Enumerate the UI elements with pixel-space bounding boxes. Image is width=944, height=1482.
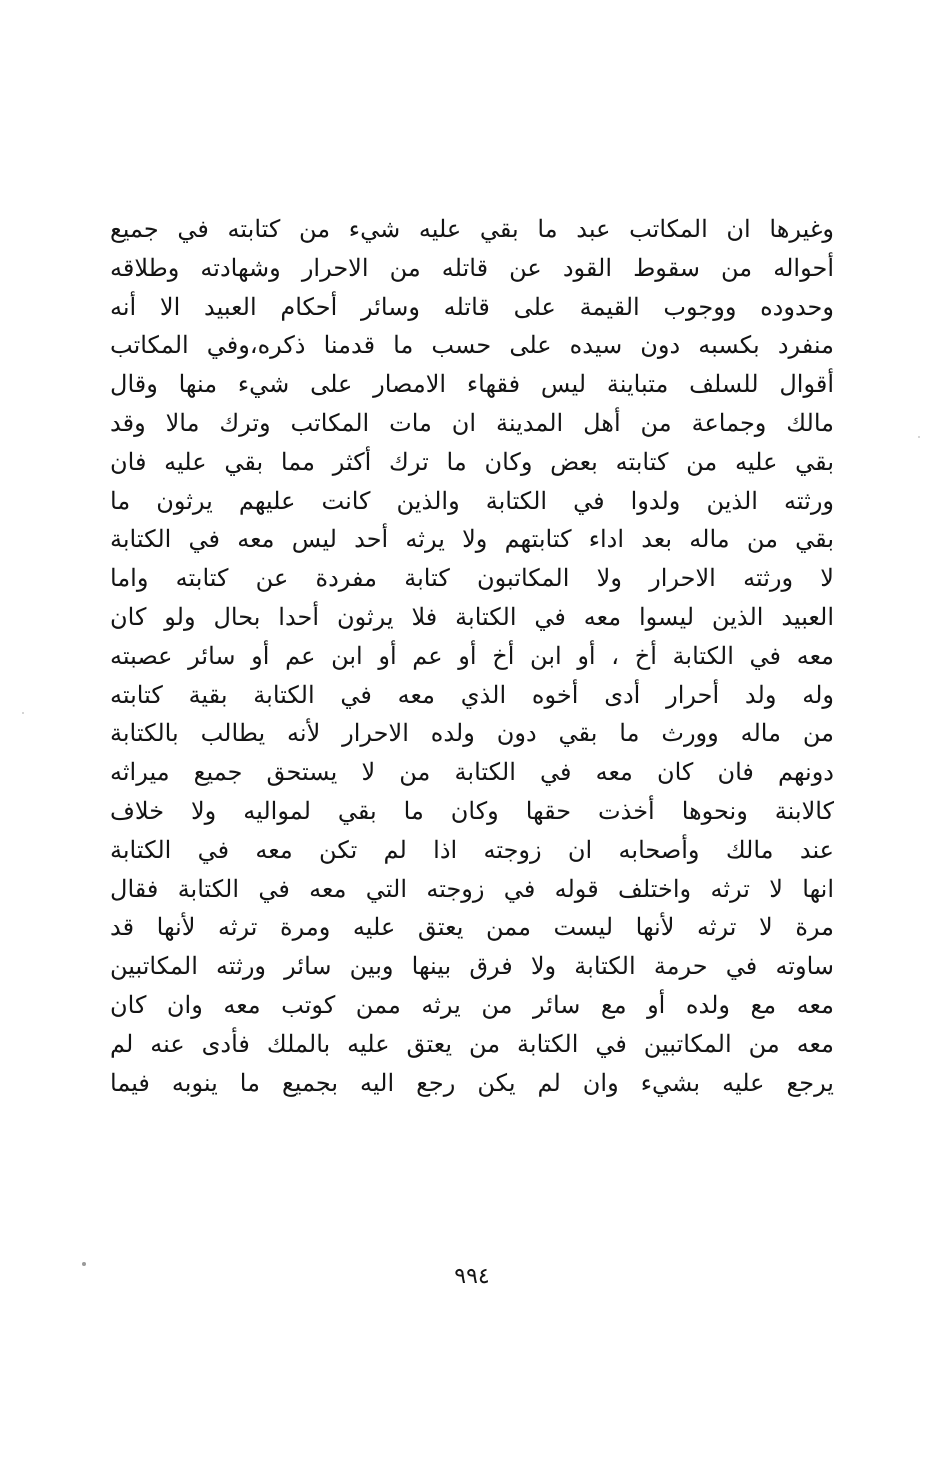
text-line: عند مالك وأصحابه ان زوجته اذا لم تكن معه في الكتابة [110,835,834,864]
text-line: كالابنة ونحوها أخذت حقها وكان ما بقي لمواليه ولا خلاف [110,796,834,825]
text-line: لا ورثته الاحرار ولا المكاتبون كتابة مفردة عن كتابته واما [110,564,834,593]
text-line: مالك وجماعة من أهل المدينة ان مات المكاتب وترك مالا وقد [110,408,834,437]
text-line: بقي من ماله بعد اداء كتابتهم ولا يرثه أحد ليس معه في الكتابة [110,525,834,554]
text-line: أحواله من سقوط القود عن قاتله من الاحرار وشهادته وطلاقه [110,253,834,282]
page-number: ٩٩٤ [454,1264,490,1289]
text-line: وحدوده ووجوب القيمة على قاتله وسائر أحكام العبيد الا أنه [110,292,834,321]
text-line: ورثته الذين ولدوا في الكتابة والذين كانت عليهم يرثون ما [110,486,834,515]
text-line: معه من المكاتبين في الكتابة من يعتق عليه بالملك فأدى عنه لم [110,1029,834,1058]
text-line: معه مع ولده أو مع سائر من يرثه ممن كوتب معه وان كان [110,990,834,1019]
text-line: منفرد بكسبه دون سيده على حسب ما قدمنا ذكره،وفي المكاتب [110,331,834,360]
text-line: بقي عليه من كتابته بعض وكان ما ترك أكثر مما بقي عليه فان [110,447,834,476]
scan-speck [22,712,24,714]
text-line: وغيرها ان المكاتب عبد ما بقي عليه شيء من كتابته في جميع [110,215,834,243]
text-line: يرجع عليه بشيء وان لم يكن رجع اليه بجميع ما ينوبه فيما [110,1068,834,1097]
body-text [110,210,834,1102]
text-line: العبيد الذين ليسوا معه في الكتابة فلا يرثون أحدا بحال ولو كان [110,602,834,631]
scan-speck [918,436,920,438]
scan-speck [82,1262,86,1266]
text-line: دونهم فان كان معه في الكتابة من لا يستحق جميع ميراثه [110,758,834,787]
text-line: وله ولد أحرار أدى أخوه الذي معه في الكتابة بقية كتابته [110,680,834,709]
text-line: من ماله وورث ما بقي دون ولده الاحرار لأنه يطالب بالكتابة [110,719,834,748]
text-line: معه في الكتابة أخ ، أو ابن أخ أو عم أو ابن عم أو سائر عصبته [110,641,834,670]
text-line: ساوته في حرمة الكتابة ولا فرق بينها وبين سائر ورثته المكاتبين [110,952,834,981]
text-line: انها لا ترثه واختلف قوله في زوجته التي معه في الكتابة فقال [110,874,834,903]
text-line: مرة لا ترثه لأنها ليست ممن يعتق عليه ومرة ترثه لأنها قد [110,913,834,942]
text-line: أقوال للسلف متباينة ليس فقهاء الامصار على شيء منها وقال [110,370,834,399]
